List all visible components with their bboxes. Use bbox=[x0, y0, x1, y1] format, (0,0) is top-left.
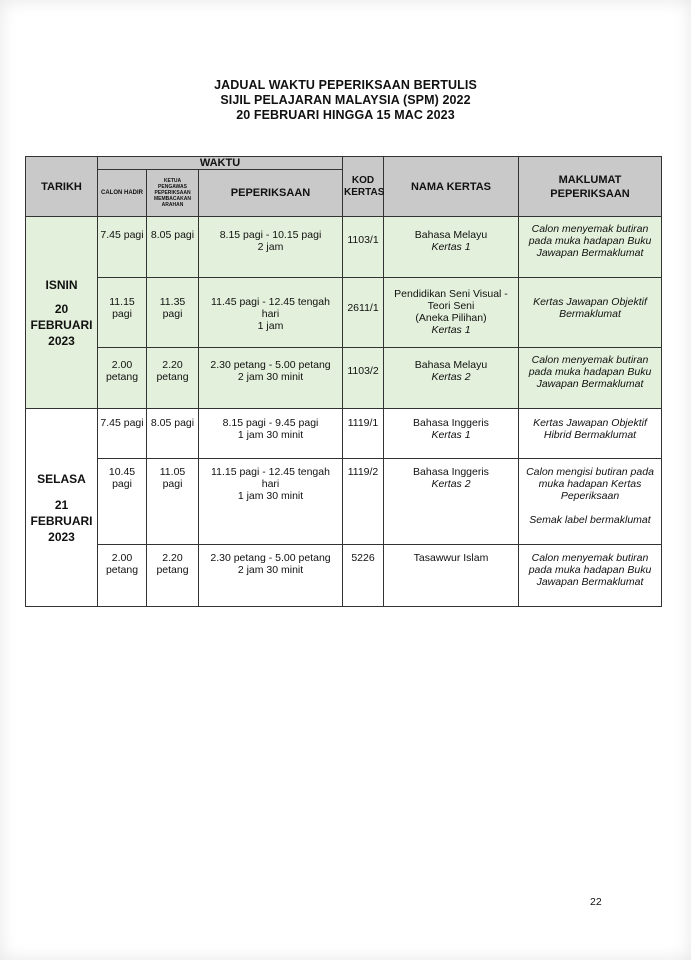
header-calon-hadir: CALON HADIR bbox=[98, 170, 147, 217]
paper-name: Bahasa Inggeris bbox=[413, 466, 489, 478]
table-row bbox=[26, 545, 662, 607]
day-year: 2023 bbox=[48, 529, 75, 544]
ketua-pengawas-time: 11.05 pagi bbox=[159, 466, 186, 490]
header-tarikh: TARIKH bbox=[26, 157, 98, 217]
exam-time: 8.15 pagi - 10.15 pagi bbox=[219, 229, 322, 241]
exam-info: Kertas Jawapan Objektif Hibrid Bermaklumat bbox=[533, 417, 647, 441]
exam-time: 8.15 pagi - 9.45 pagi bbox=[222, 417, 319, 429]
header-ketua-pengawas: KETUA PENGAWAS PEPERIKSAAN MEMBACAKAN ARAHAN bbox=[147, 170, 199, 217]
paper-name: Pendidikan Seni Visual - Teori Seni bbox=[394, 288, 508, 312]
date-cell-isnin bbox=[26, 217, 98, 409]
table-row bbox=[26, 409, 662, 459]
paper-name: Bahasa Melayu bbox=[414, 359, 488, 371]
exam-duration: 2 jam 30 minit bbox=[237, 564, 304, 576]
header-nama-kertas: NAMA KERTAS bbox=[384, 157, 519, 217]
paper-code: 2611/1 bbox=[347, 302, 379, 314]
paper-code: 5226 bbox=[351, 552, 375, 564]
paper-name-extra: (Aneka Pilihan) bbox=[415, 312, 487, 324]
ketua-pengawas-time: 11.35 pagi bbox=[159, 296, 186, 320]
header-peperiksaan: PEPERIKSAAN bbox=[199, 170, 343, 217]
paper-name: Tasawwur Islam bbox=[413, 552, 489, 564]
header-waktu: WAKTU bbox=[98, 157, 343, 170]
paper-name: Bahasa Inggeris bbox=[413, 417, 489, 429]
exam-info: Calon menyemak butiran pada muka hadapan Buku Jawapan Bermaklumat bbox=[528, 552, 652, 588]
exam-time: 11.15 pagi - 12.45 tengah hari bbox=[211, 466, 330, 490]
paper-code: 1119/1 bbox=[347, 417, 379, 429]
page-number: 22 bbox=[590, 896, 602, 908]
exam-duration: 2 jam bbox=[257, 241, 284, 253]
exam-info-extra: Semak label bermaklumat bbox=[529, 514, 651, 526]
exam-duration: 1 jam 30 minit bbox=[237, 429, 304, 441]
calon-hadir-time: 10.45 pagi bbox=[108, 466, 136, 490]
paper-subname: Kertas 1 bbox=[431, 429, 471, 441]
ketua-pengawas-time: 2.20 petang bbox=[156, 552, 189, 576]
title-line-3: 20 FEBRUARI HINGGA 15 MAC 2023 bbox=[236, 108, 455, 122]
title-line-2: SIJIL PELAJARAN MALAYSIA (SPM) 2022 bbox=[220, 93, 471, 107]
ketua-pengawas-time: 2.20 petang bbox=[156, 359, 189, 383]
ketua-pengawas-time: 8.05 pagi bbox=[150, 229, 195, 241]
exam-schedule-table bbox=[25, 156, 662, 607]
exam-duration: 1 jam 30 minit bbox=[237, 490, 304, 502]
paper-code: 1103/1 bbox=[347, 234, 379, 246]
table-row bbox=[26, 217, 662, 278]
exam-time: 11.45 pagi - 12.45 tengah hari bbox=[211, 296, 330, 320]
paper-subname: Kertas 2 bbox=[431, 478, 471, 490]
calon-hadir-time: 2.00 petang bbox=[105, 359, 139, 383]
paper-code: 1119/2 bbox=[347, 466, 379, 478]
day-name: SELASA bbox=[37, 471, 86, 486]
calon-hadir-time: 11.15 pagi bbox=[109, 296, 135, 320]
ketua-pengawas-time: 8.05 pagi bbox=[150, 417, 195, 429]
paper-code: 1103/2 bbox=[347, 365, 379, 377]
date-cell-selasa bbox=[26, 409, 98, 607]
table-row bbox=[26, 459, 662, 545]
paper-subname: Kertas 1 bbox=[431, 324, 471, 336]
exam-duration: 2 jam 30 minit bbox=[237, 371, 304, 383]
title-line-1: JADUAL WAKTU PEPERIKSAAN BERTULIS bbox=[214, 78, 477, 92]
header-kod-kertas: KOD KERTAS bbox=[343, 157, 384, 217]
calon-hadir-time: 7.45 pagi bbox=[100, 417, 144, 429]
day-date: 20 bbox=[54, 301, 69, 316]
calon-hadir-time: 2.00 petang bbox=[105, 552, 139, 576]
table-row bbox=[26, 348, 662, 409]
exam-info: Kertas Jawapan Objektif Bermaklumat bbox=[533, 296, 647, 320]
day-month: FEBRUARI bbox=[30, 317, 93, 332]
header-maklumat: MAKLUMAT PEPERIKSAAN bbox=[519, 157, 662, 217]
exam-info: Calon menyemak butiran pada muka hadapan Buku Jawapan Bermaklumat bbox=[528, 223, 652, 259]
day-date: 21 bbox=[54, 497, 69, 512]
exam-time: 2.30 petang - 5.00 petang bbox=[210, 552, 331, 564]
exam-duration: 1 jam bbox=[257, 320, 284, 332]
day-name: ISNIN bbox=[45, 277, 78, 292]
table-row bbox=[26, 278, 662, 348]
calon-hadir-time: 7.45 pagi bbox=[100, 229, 144, 241]
paper-name: Bahasa Melayu bbox=[414, 229, 488, 241]
day-month: FEBRUARI bbox=[30, 513, 93, 528]
day-year: 2023 bbox=[48, 333, 75, 348]
paper-subname: Kertas 2 bbox=[431, 371, 471, 383]
exam-time: 2.30 petang - 5.00 petang bbox=[210, 359, 331, 371]
exam-info: Calon menyemak butiran pada muka hadapan Buku Jawapan Bermaklumat bbox=[528, 354, 652, 390]
paper-subname: Kertas 1 bbox=[431, 241, 471, 253]
document-title bbox=[0, 78, 691, 123]
exam-info: Calon mengisi butiran pada muka hadapan Kertas Peperiksaan bbox=[526, 466, 654, 502]
